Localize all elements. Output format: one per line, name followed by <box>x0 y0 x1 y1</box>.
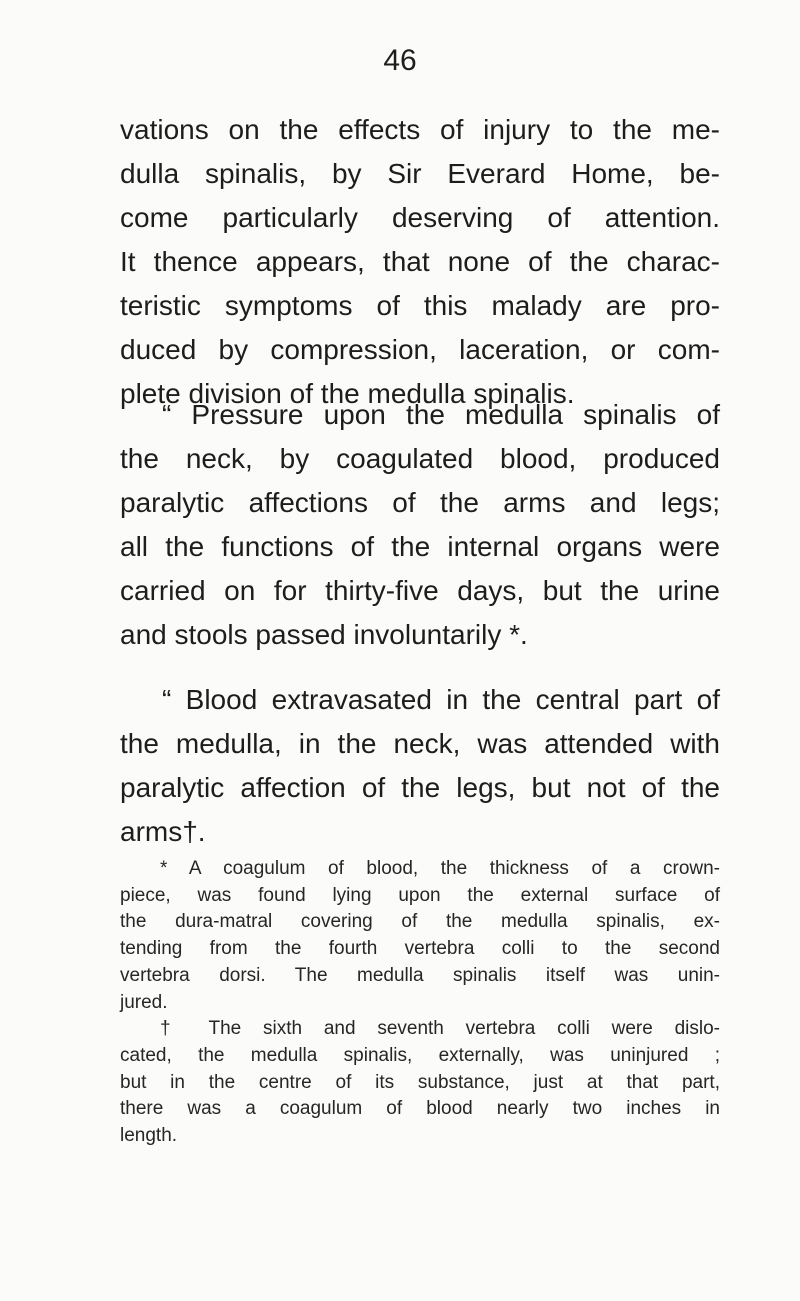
text-line: “ Pressure upon the medulla spinalis of <box>162 399 720 430</box>
paragraph-1 <box>120 108 720 416</box>
footnote-line: cated, the medulla spinalis, externally, was uninjured ; <box>120 1044 720 1066</box>
footnote-line: * A coagulum of blood, the thickness of a crown- <box>160 858 720 879</box>
text-line: the neck, by coagulated blood, produced <box>120 443 720 474</box>
text-line: and stools passed involuntarily *. <box>120 619 528 650</box>
text-line: vations on the effects of injury to the me- <box>120 114 720 145</box>
text-line: paralytic affection of the legs, but not of the <box>120 772 720 803</box>
footnote-2 <box>120 1016 720 1150</box>
footnote-line: tending from the fourth vertebra colli to the second <box>120 938 720 960</box>
paragraph-3 <box>120 678 720 854</box>
text-line: plete division of the medulla spinalis. <box>120 378 575 409</box>
text-line: paralytic affections of the arms and legs; <box>120 487 720 518</box>
text-line: teristic symptoms of this malady are pro- <box>120 290 720 321</box>
text-line: It thence appears, that none of the charac- <box>120 246 720 277</box>
footnotes <box>120 856 720 1150</box>
footnote-line: there was a coagulum of blood nearly two inches in <box>120 1098 720 1120</box>
text-line: dulla spinalis, by Sir Everard Home, be- <box>120 158 720 189</box>
text-line: carried on for thirty-five days, but the urine <box>120 575 720 606</box>
footnote-line: but in the centre of its substance, just at that part, <box>120 1071 720 1093</box>
text-line: come particularly deserving of attention. <box>120 202 720 233</box>
footnote-line: the dura-matral covering of the medulla spinalis, ex- <box>120 911 720 933</box>
text-line: the medulla, in the neck, was attended with <box>120 728 720 759</box>
footnote-line: † The sixth and seventh vertebra colli were dislo- <box>160 1018 720 1040</box>
text-line: arms†. <box>120 816 206 847</box>
footnote-1 <box>120 856 720 1016</box>
footnote-line: piece, was found lying upon the external surface of <box>120 884 720 906</box>
text-line: all the functions of the internal organs were <box>120 531 720 562</box>
text-line: duced by compression, laceration, or com- <box>120 334 720 365</box>
footnote-line: jured. <box>120 991 168 1013</box>
paragraph-2 <box>120 393 720 657</box>
footnote-line: vertebra dorsi. The medulla spinalis itself was unin- <box>120 964 720 986</box>
text-line: “ Blood extravasated in the central part of <box>162 684 720 715</box>
footnote-line: length. <box>120 1125 178 1147</box>
page-number: 46 <box>383 44 417 77</box>
